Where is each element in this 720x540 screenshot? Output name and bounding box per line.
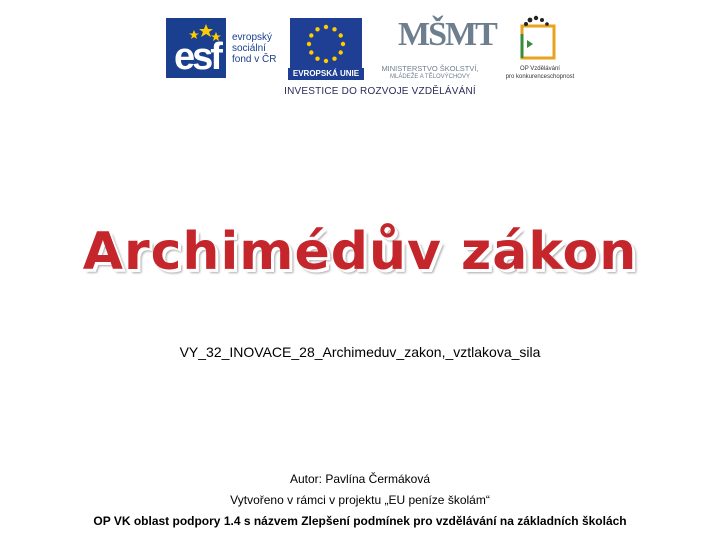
msmt-caption-line1: MINISTERSTVO ŠKOLSTVÍ, xyxy=(381,64,479,73)
esf-caption xyxy=(232,32,276,65)
logo-bar xyxy=(160,12,580,102)
esf-line: fond v ČR xyxy=(232,54,277,65)
author: Autor: Pavlína Čermáková xyxy=(289,472,431,486)
eu-stars-icon xyxy=(290,18,362,68)
op-caption-line1: OP Vzdělávání xyxy=(520,66,560,72)
slide-title: Archimédův zákon xyxy=(82,222,638,282)
msmt-mark: MŠMT xyxy=(398,16,496,53)
material-code: VY_32_INOVACE_28_Archimeduv_zakon,_vztlakova_sila xyxy=(179,344,541,360)
op-caption-line2: pro konkurenceschopnost xyxy=(505,74,575,80)
op-logo xyxy=(500,14,580,84)
msmt-logo xyxy=(370,14,496,84)
project-note: Vytvořeno v rámci v projektu „EU peníze školám“ xyxy=(230,493,490,507)
esf-line: evropský xyxy=(232,32,273,43)
esf-logo xyxy=(166,18,226,78)
eu-label: EVROPSKÁ UNIE xyxy=(288,68,364,80)
msmt-caption-line2: MLÁDEŽE A TĚLOVÝCHOVY xyxy=(390,74,470,80)
op-dots-icon xyxy=(500,14,580,66)
esf-mark: esf xyxy=(174,36,220,78)
eu-flag-icon xyxy=(290,18,362,68)
program-note: OP VK oblast podpory 1.4 s názvem Zlepšení podmínek pro vzdělávání na základních školách xyxy=(93,514,627,528)
esf-line: sociální xyxy=(232,43,266,54)
tagline: INVESTICE DO ROZVOJE VZDĚLÁVÁNÍ xyxy=(284,86,476,97)
